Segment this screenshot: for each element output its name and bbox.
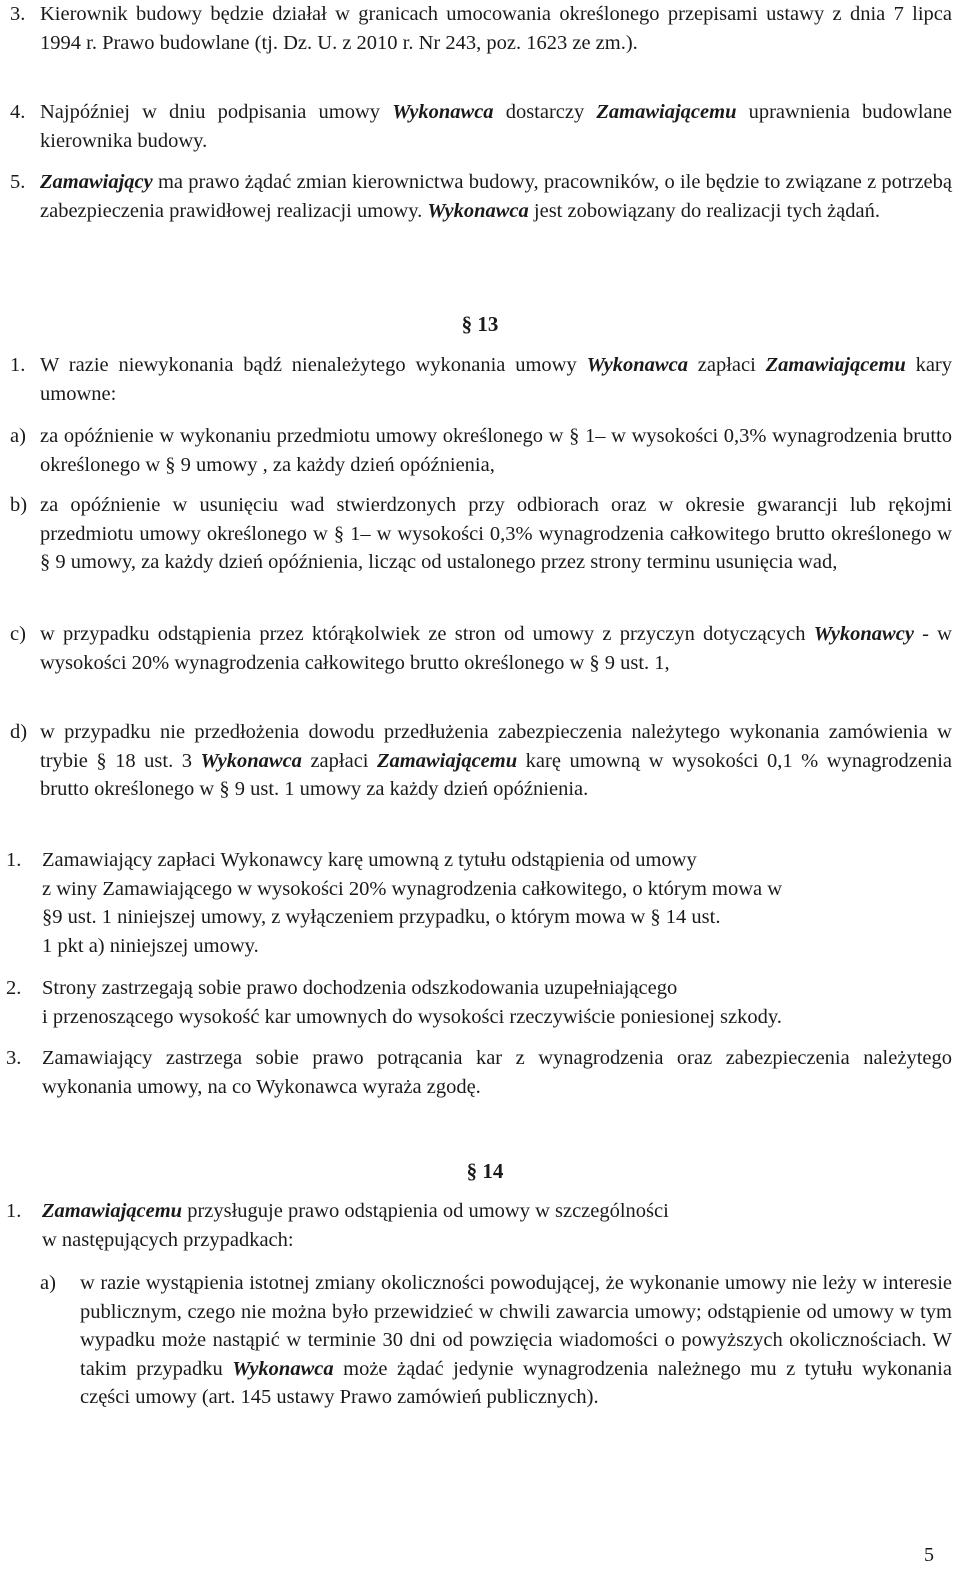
party-name: Wykonawca [232,1357,334,1380]
item-text: w razie wystąpienia istotnej zmiany okoliczności powodującej, że wykonanie umowy nie leży w interesie publicznym, czego nie można było przewidzieć w chwili zawarcia umowy; odstąpienie od umowy w tym wypadku może nastąpić w terminie 30 dni od powzięcia wiadomości o powyższych okolicznościach. W takim przypadku Wykonawca może żądać jedynie wynagrodzenia należnego mu z tytułu wykonania części umowy (art. 145 ustawy Prawo zamówień publicznych). [80,1272,952,1409]
paragraph-number: 2. [6,977,22,999]
party-name: Wykonawca [586,354,688,376]
paragraph-number: 4. [10,101,26,123]
paragraph-text: Zamawiający ma prawo żądać zmian kierownictwa budowy, pracowników, o ile będzie to związane z potrzebą zabezpieczenia prawidłowej realizacji umowy. Wykonawca jest zobowiązany do realizacji tych żądań. [40,171,952,222]
party-name: Wykonawca [392,101,494,123]
item-letter: a) [40,1272,56,1294]
page-number: 5 [924,1544,934,1566]
item-letter: b) [10,494,28,516]
paragraph-number: 5. [10,171,26,193]
paragraph-number: 1. [10,354,26,376]
section-heading-13: § 13 [461,312,499,336]
party-name: Zamawiającemu [42,1200,183,1222]
party-name: Zamawiający [40,171,153,193]
party-name: Zamawiającemu [377,749,518,772]
item-text: za opóźnienie w usunięciu wad stwierdzonych przy odbiorach oraz w okresie gwarancji lub rękojmi przedmiotu umowy określonego w § 1– w wysokości 0,3% wynagrodzenia całkowitego brutto określonego w § 9 umowy, za każdy dzień opóźnienia, licząc od ustalonego przez strony terminu usunięcia wad, [40,494,952,574]
item-text: w przypadku nie przedłożenia dowodu przedłużenia zabezpieczenia należytego wykonania zamówienia w trybie § 18 ust. 3 Wykonawca zapłaci Zamawiającemu karę umowną w wysokości 0,1 % wynagrodzenia brutto określonego w § 9 ust. 1 umowy za każdy dzień opóźnienia. [40,721,952,801]
item-letter: c) [10,623,26,645]
paragraph-text: W razie niewykonania bądź nienależytego wykonania umowy Wykonawca zapłaci Zamawiającemu kary umowne: [40,354,952,405]
paragraph-text: Strony zastrzegają sobie prawo dochodzenia odszkodowania uzupełniającego i przenoszącego wysokość kar umownych do wysokości rzeczywiście poniesionej szkody. [42,977,782,1028]
paragraph-number: 3. [6,1047,22,1069]
paragraph-text: Kierownik budowy będzie działał w granicach umocowania określonego przepisami ustawy z dnia 7 lipca 1994 r. Prawo budowlane (tj. Dz. U. z 2010 r. Nr 243, poz. 1623 ze zm.). [40,3,952,54]
paragraph-text: Najpóźniej w dniu podpisania umowy Wykonawca dostarczy Zamawiającemu uprawnienia budowlane kierownika budowy. [40,101,953,152]
item-letter: d) [10,721,28,743]
paragraph-number: 1. [6,849,22,871]
paragraph-text: Zamawiającemu przysługuje prawo odstąpienia od umowy w szczególności w następujących przypadkach: [42,1200,669,1251]
item-text: w przypadku odstąpienia przez którąkolwiek ze stron od umowy z przyczyn dotyczących Wykonawcy - w wysokości 20% wynagrodzenia całkowitego brutto określonego w § 9 ust. 1, [40,623,952,674]
party-name: Wykonawca [200,749,302,772]
paragraph-text: Zamawiający zapłaci Wykonawcy karę umowną z tytułu odstąpienia od umowy z winy Zamawiającego w wysokości 20% wynagrodzenia całkowitego, o którym mowa w §9 ust. 1 niniejszej umowy, z wyłączeniem przypadku, o którym mowa w § 14 ust. 1 pkt a) niniejszej umowy. [42,849,783,957]
party-name: Zamawiającemu [596,101,737,123]
paragraph-number: 3. [10,3,26,25]
section-heading-14: § 14 [466,1159,504,1183]
item-letter: a) [10,425,26,447]
party-name: Zamawiającemu [765,354,906,376]
paragraph-number: 1. [6,1200,22,1222]
paragraph-text: Zamawiający zastrzega sobie prawo potrącania kar z wynagrodzenia oraz zabezpieczenia należytego wykonania umowy, na co Wykonawca wyraża zgodę. [42,1047,952,1098]
party-name: Wykonawca [427,199,529,222]
party-name: Wykonawcy [813,623,914,645]
item-text: za opóźnienie w wykonaniu przedmiotu umowy określonego w § 1– w wysokości 0,3% wynagrodzenia brutto określonego w § 9 umowy , za każdy dzień opóźnienia, [40,425,952,476]
